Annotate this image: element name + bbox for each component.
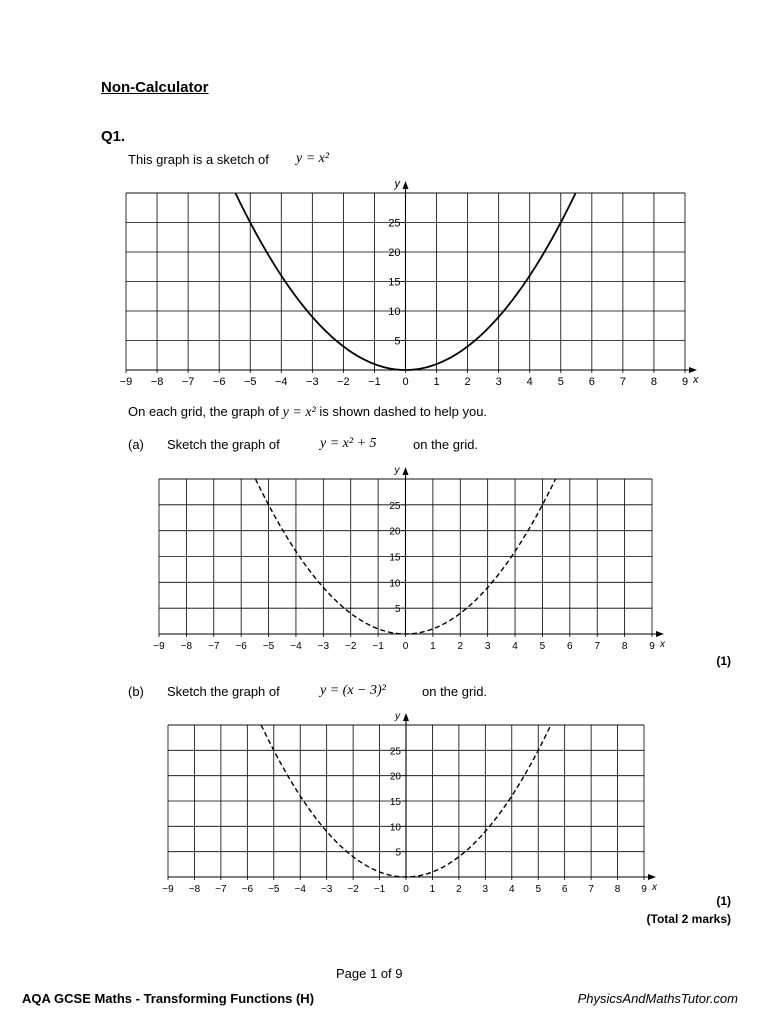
x-tick-label: 9 — [649, 641, 655, 652]
x-tick-label: −6 — [212, 376, 226, 388]
x-tick-label: 0 — [402, 376, 409, 388]
y-tick-label: 10 — [389, 578, 401, 590]
x-tick-label: −1 — [368, 376, 381, 388]
question-number: Q1. — [101, 128, 126, 145]
x-axis-label: x — [693, 374, 699, 386]
x-tick-label: 6 — [561, 884, 568, 895]
x-tick-label: 0 — [403, 884, 409, 895]
part-b-suffix: on the grid. — [422, 684, 488, 699]
x-tick-label: 5 — [557, 376, 564, 388]
part-b-label: (b) — [128, 684, 144, 699]
y-tick-label: 20 — [389, 771, 401, 783]
footer-site: PhysicsAndMathsTutor.com — [577, 991, 738, 1006]
x-tick-label: 7 — [619, 376, 626, 388]
x-tick-label: 2 — [464, 376, 471, 388]
x-tick-label: −7 — [181, 376, 195, 388]
y-axis-label: y — [394, 178, 400, 190]
page-title: Non-Calculator — [101, 79, 209, 96]
x-axis-label: x — [652, 882, 657, 893]
x-tick-label: −5 — [262, 641, 275, 652]
x-tick-label: −3 — [317, 641, 330, 652]
y-tick-label: 20 — [389, 526, 401, 538]
x-tick-label: −5 — [243, 376, 257, 388]
x-tick-label: 8 — [650, 376, 658, 388]
x-tick-label: 3 — [495, 376, 502, 388]
x-tick-label: 5 — [535, 884, 542, 895]
x-tick-label: 7 — [588, 884, 594, 895]
part-a-marks: (1) — [716, 654, 731, 668]
page-number: Page 1 of 9 — [336, 966, 403, 981]
intro-text: This graph is a sketch of — [128, 152, 269, 167]
x-tick-label: −9 — [153, 641, 165, 652]
x-tick-label: −1 — [372, 641, 384, 652]
intro-equation: y = x² — [296, 151, 330, 166]
instruction-equation: y = x² — [282, 405, 316, 420]
y-axis-label: y — [395, 711, 400, 722]
y-tick-label: 20 — [388, 247, 401, 259]
y-tick-label: 25 — [389, 500, 401, 512]
x-tick-label: 6 — [567, 641, 573, 652]
x-tick-label: 8 — [621, 641, 628, 652]
x-tick-label: −8 — [150, 376, 164, 388]
y-tick-label: 5 — [394, 335, 401, 348]
x-tick-label: 6 — [588, 376, 595, 388]
x-tick-label: 4 — [512, 641, 518, 652]
x-tick-label: 1 — [433, 376, 440, 388]
x-tick-label: 8 — [614, 884, 621, 895]
x-tick-label: −8 — [188, 884, 201, 895]
x-tick-label: −6 — [241, 884, 254, 895]
part-a-label: (a) — [128, 437, 144, 452]
y-tick-label: 15 — [389, 797, 401, 808]
x-tick-label: −3 — [306, 376, 319, 388]
x-tick-label: 1 — [429, 884, 436, 895]
x-tick-label: −9 — [162, 884, 174, 895]
x-tick-label: 1 — [430, 641, 436, 652]
instruction-before: On each grid, the graph of — [128, 404, 280, 419]
x-tick-label: 4 — [526, 376, 533, 388]
y-tick-label: 10 — [388, 306, 401, 318]
part-a-text: Sketch the graph of — [167, 437, 280, 452]
x-tick-label: 4 — [508, 884, 515, 895]
x-tick-label: −3 — [320, 884, 333, 895]
x-tick-label: 3 — [482, 884, 489, 895]
y-tick-label: 25 — [389, 746, 401, 758]
x-tick-label: 0 — [402, 641, 409, 652]
y-tick-label: 5 — [395, 847, 401, 859]
x-tick-label: −6 — [235, 641, 247, 652]
x-tick-label: 2 — [456, 884, 462, 895]
x-tick-label: −9 — [119, 376, 133, 388]
x-tick-label: −1 — [373, 884, 386, 895]
y-tick-label: 15 — [388, 276, 401, 289]
part-b-equation: y = (x − 3)² — [320, 683, 386, 698]
x-tick-label: −7 — [215, 884, 227, 895]
x-tick-label: −4 — [275, 376, 288, 388]
x-tick-label: 2 — [457, 641, 464, 652]
total-marks: (Total 2 marks) — [646, 912, 731, 926]
x-tick-label: −2 — [345, 641, 357, 652]
x-tick-label: 3 — [484, 641, 491, 652]
part-a-suffix: on the grid. — [413, 437, 479, 452]
y-axis-label: y — [394, 465, 400, 476]
footer-title: AQA GCSE Maths - Transforming Functions (H) — [22, 991, 315, 1006]
x-tick-label: 7 — [594, 641, 601, 652]
x-tick-label: −4 — [294, 884, 306, 895]
x-tick-label: 9 — [641, 884, 647, 895]
x-tick-label: −5 — [268, 884, 280, 895]
y-tick-label: 25 — [388, 217, 401, 230]
y-tick-label: 5 — [394, 604, 401, 616]
y-axis-arrow — [403, 713, 409, 721]
x-tick-label: −8 — [180, 641, 193, 652]
part-b-text: Sketch the graph of — [167, 684, 280, 699]
part-b-marks: (1) — [716, 894, 731, 908]
x-axis-label: x — [660, 639, 665, 650]
x-tick-label: −2 — [337, 376, 350, 388]
y-tick-label: 15 — [389, 552, 401, 564]
y-tick-label: 10 — [389, 822, 401, 834]
x-tick-label: −7 — [208, 641, 220, 652]
part-a-equation: y = x² + 5 — [320, 436, 377, 451]
x-tick-label: −4 — [290, 641, 302, 652]
instruction-after: is shown dashed to help you. — [319, 404, 488, 419]
x-tick-label: 9 — [681, 376, 689, 388]
x-axis-arrow — [648, 874, 656, 880]
x-tick-label: −2 — [347, 884, 359, 895]
x-tick-label: 5 — [539, 641, 546, 652]
